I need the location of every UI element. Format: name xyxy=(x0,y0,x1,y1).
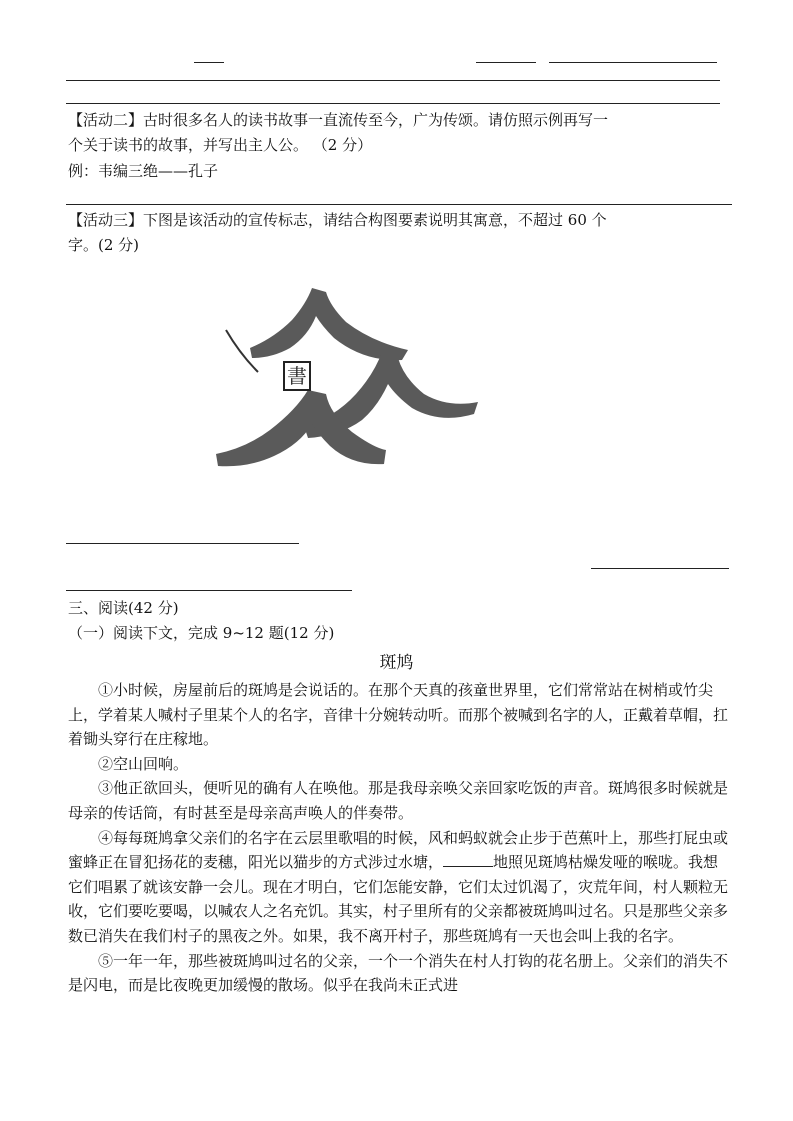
logo-upper-person xyxy=(250,288,408,360)
activity2-example: 例：韦编三绝——孔子 xyxy=(68,162,219,180)
article-paragraph-5: ⑤一年一年，那些被斑鸠叫过名的父亲，一个一个消失在村人打钩的花名册上。父亲们的消失不是闪电，而是比夜晚更加缓慢的散场。似乎在我尚未正式进 xyxy=(68,951,729,995)
activity3-text-line2: 字。(2 分) xyxy=(68,236,140,254)
article-paragraph-4a: ④每每斑鸠拿父亲们的名字在云层里歌唱的时候，风和蚂蚁就会止步于芭蕉叶上，那些打屁虫或蜜蜂正在冒犯扬花的麦穗，阳光以猫步的方式涉过水塘， xyxy=(68,828,729,872)
answer-line-1 xyxy=(66,80,720,81)
divider-line xyxy=(66,204,732,205)
activity3-text-line1: 【活动三】下图是该活动的宣传标志，请结合构图要素说明其寓意，不超过 60 个 xyxy=(68,211,607,229)
activity2-text-line1: 【活动二】古时很多名人的读书故事一直流传至今，广为传颂。请仿照示例再写一 xyxy=(68,111,609,129)
answer-line-4 xyxy=(591,568,729,569)
article-paragraph-4b: 地照见斑鸠枯燥发哑的喉咙。我想它们唱累了就该安静一会儿。现在才明白，它们怎能安静，它们太过饥渴了，灾荒年间，村人颗粒无收，它们要吃要喝，以喊农人之名充饥。其实，村子里所有的父亲都被斑鸠叫过名。只是那些父亲多数已消失在我们村子的黑夜之外。如果，我不离开村子，那些斑鸠有一天也会叫上我的名字。 xyxy=(68,853,729,945)
article-paragraph-4 xyxy=(68,826,733,949)
article-paragraph-2: ②空山回响。 xyxy=(98,754,189,773)
fill-in-blank[interactable] xyxy=(443,852,493,867)
logo-seal-text: 書 xyxy=(287,364,307,388)
article-title: 斑鸠 xyxy=(379,653,414,673)
section3-heading: 三、阅读(42 分) xyxy=(68,599,179,617)
activity2-text-line2: 个关于读书的故事，并写出主人公。 （2 分） xyxy=(68,136,373,154)
answer-line-2 xyxy=(66,103,720,104)
answer-line-short-3 xyxy=(549,62,717,63)
article-paragraph-3: ③他正欲回头，便听见的确有人在唤他。那是我母亲唤父亲回家吃饭的声音。斑鸠很多时候就是母亲的传话筒，有时甚至是母亲高声唤人的伴奏带。 xyxy=(68,779,729,822)
section3-sub-heading: （一）阅读下文，完成 9~12 题(12 分) xyxy=(68,624,335,642)
answer-line-short-1 xyxy=(194,62,224,63)
answer-line-5 xyxy=(66,590,352,591)
answer-line-3 xyxy=(66,543,299,544)
article-paragraph-1: ①小时候，房屋前后的斑鸠是会说话的。在那个天真的孩童世界里，它们常常站在树梢或竹尖上，学着某人喊村子里某个人的名字，音律十分婉转动听。而那个被喊到名字的人，正戴着草帽，扛着锄头穿行在庄稼地。 xyxy=(68,681,729,749)
activity-logo xyxy=(212,282,484,472)
article-body xyxy=(68,678,733,998)
answer-line-short-2 xyxy=(476,62,536,63)
